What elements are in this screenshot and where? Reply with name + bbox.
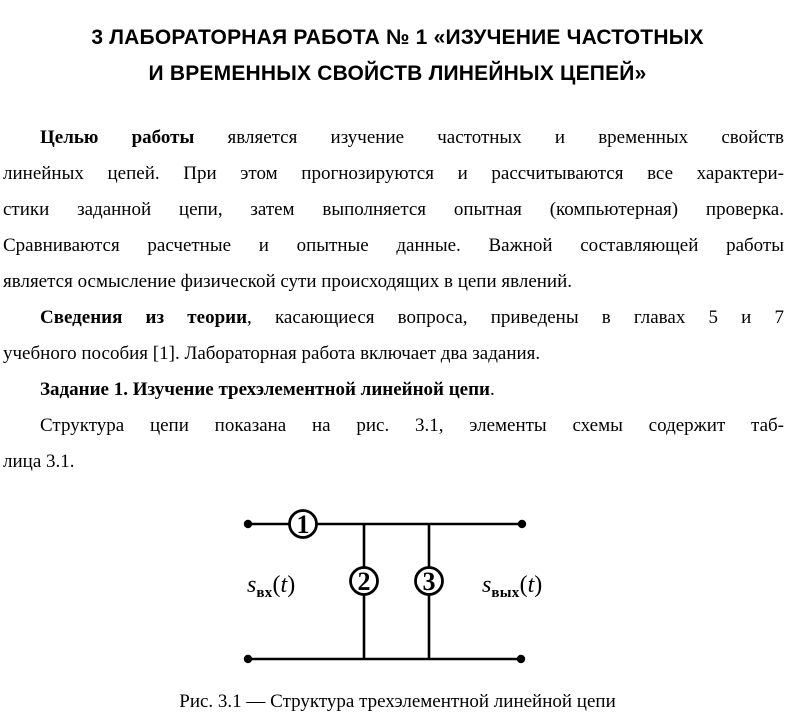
task-1-heading-period: .: [490, 379, 495, 400]
paragraph-1-line-5: является осмысление физической сути происходящих в цепи явлений.: [3, 271, 573, 292]
element-number-1: 1: [296, 510, 310, 539]
output-signal-subscript: вых: [491, 585, 520, 601]
time-variable: t: [527, 572, 535, 598]
task-1-heading: [3, 372, 784, 408]
paragraph-2-lead-bold: Сведения из теории: [40, 307, 248, 328]
terminal-dot-top-right: [518, 520, 526, 528]
paragraph-1-line-4: Сравниваются расчетные и опытные данные. Важной составляющей работы: [3, 235, 784, 256]
body-text: [3, 120, 784, 480]
input-signal-subscript: вх: [256, 585, 273, 601]
paragraph-4-line-1: Структура цепи показана на рис. 3.1, элементы схемы содержит таб-: [40, 415, 784, 436]
paragraph-1-lead-bold: Целью работы: [40, 127, 195, 148]
page-title: [0, 20, 795, 92]
element-number-2: 2: [357, 567, 371, 596]
output-signal-label: $s_{вых}(t)$: [482, 572, 543, 601]
figure-caption: Рис. 3.1 — Структура трехэлементной линейной цепи: [179, 691, 616, 712]
terminal-dot-bottom-left: [244, 655, 252, 663]
paragraph-1-line-2: линейных цепей. При этом прогнозируются и рассчитываются все характери-: [3, 163, 784, 184]
page-title-line-1: 3 ЛАБОРАТОРНАЯ РАБОТА № 1 «ИЗУЧЕНИЕ ЧАСТОТНЫХ: [91, 26, 704, 49]
circuit-svg: [0, 495, 795, 675]
page-title-line-2: И ВРЕМЕННЫХ СВОЙСТВ ЛИНЕЙНЫХ ЦЕПЕЙ»: [148, 62, 647, 85]
terminal-dot-bottom-right: [517, 655, 525, 663]
time-variable: t: [280, 572, 288, 598]
element-number-3: 3: [422, 567, 436, 596]
paragraph-2-line-1-rest: , касающиеся вопроса, приведены в главах 5 и 7: [247, 307, 784, 328]
paragraph-1-line-1: [3, 120, 784, 156]
paragraph-2-line-1: [3, 300, 784, 336]
terminal-dot-top-left: [244, 520, 252, 528]
input-signal-label: $s_{вх}(t)$: [247, 572, 296, 601]
paragraph-1-line-1-rest: является изучение частотных и временных свойств: [194, 127, 784, 148]
paragraph-1-line-3: стики заданной цепи, затем выполняется опытная (компьютерная) проверка.: [3, 199, 784, 220]
paragraph-2-line-2: учебного пособия [1]. Лабораторная работа включает два задания.: [3, 343, 541, 364]
paragraph-4-line-2: лица 3.1.: [3, 451, 75, 472]
circuit-diagram: [0, 495, 795, 675]
output-signal-symbol: s: [482, 572, 492, 598]
input-signal-symbol: s: [247, 572, 257, 598]
task-1-heading-bold: Задание 1. Изучение трехэлементной линейной цепи: [40, 379, 491, 400]
